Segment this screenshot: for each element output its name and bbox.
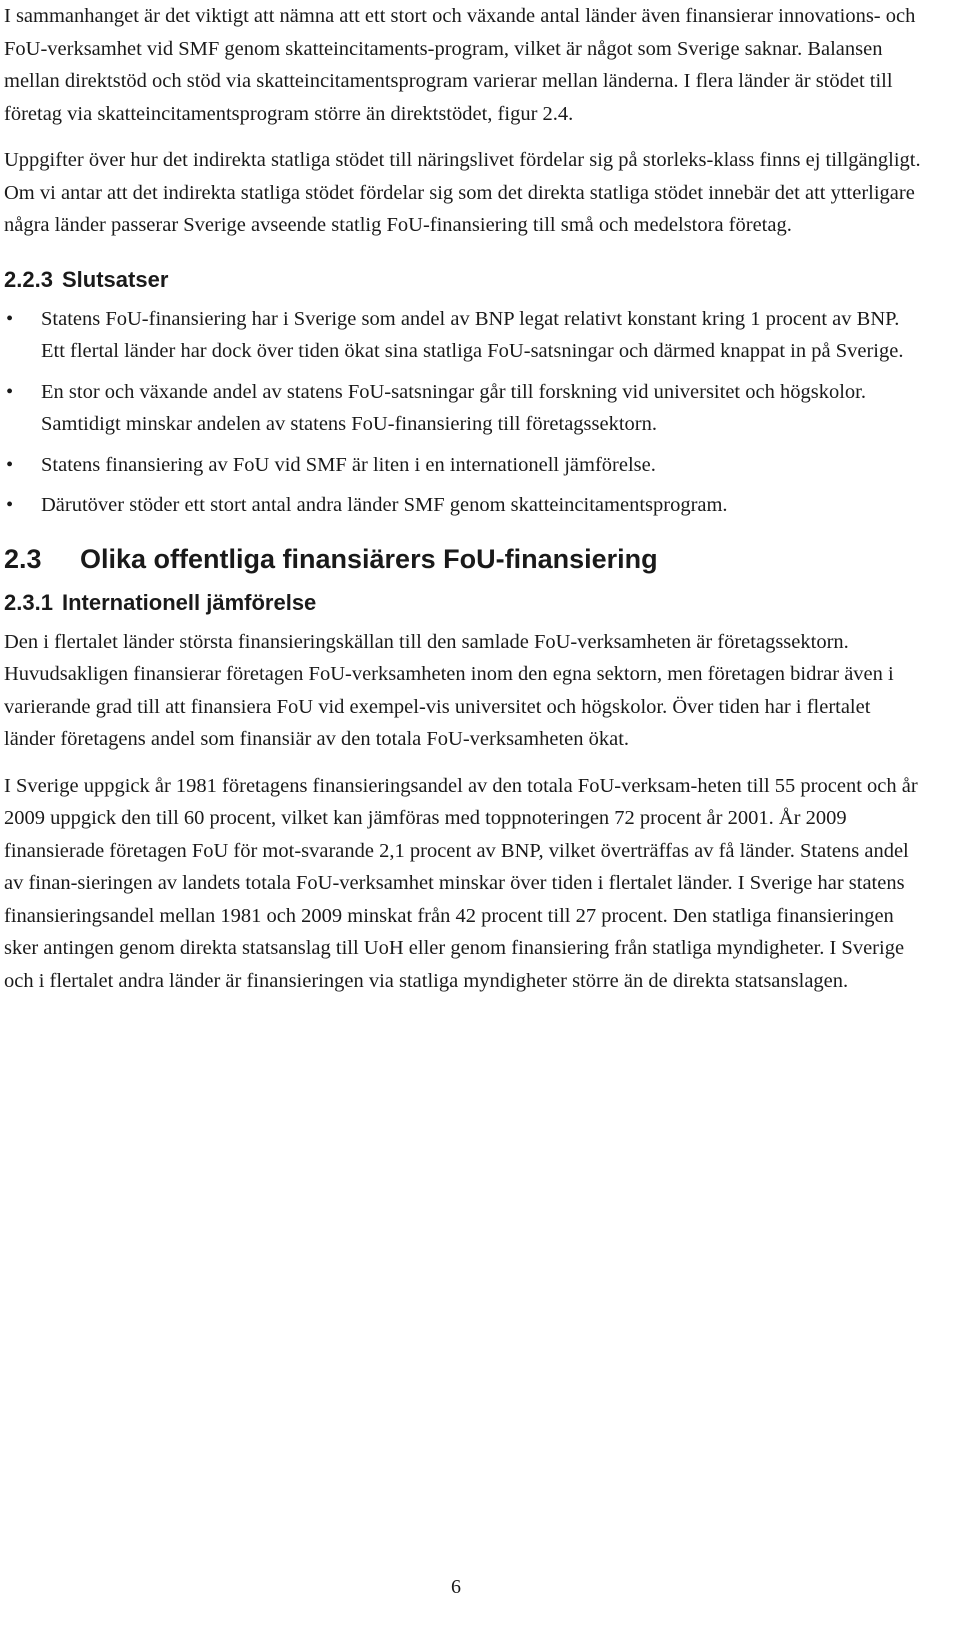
conclusions-list	[4, 303, 924, 522]
heading-number: 2.3.1	[4, 589, 53, 615]
list-item-text: Därutöver stöder ett stort antal andra länder SMF genom skatteincitamentsprogram.	[41, 494, 728, 516]
list-item	[4, 449, 924, 482]
bullet-icon: •	[6, 307, 14, 330]
heading-2-3	[4, 542, 924, 576]
list-item-text: En stor och växande andel av statens FoU-satsningar går till forskning vid universitet och högskolor. Samtidigt minskar andelen av statens FoU-finansiering till företagssektorn.	[41, 380, 866, 435]
page-number: 6	[451, 1576, 461, 1598]
list-item	[4, 489, 924, 522]
heading-title: Olika offentliga finansiärers FoU-finansiering	[80, 543, 658, 574]
list-item-text: Statens FoU-finansiering har i Sverige som andel av BNP legat relativt konstant kring 1 procent av BNP. Ett flertal länder har dock över tiden ökat sina statliga FoU-satsningar och därmed knappat in på Sverige.	[41, 307, 904, 362]
paragraph-finansieringskalla: Den i flertalet länder största finansieringskällan till den samlade FoU-verksamheten är företagssektorn. Huvudsakligen finansierar företagen FoU-verksamheten inom den egna sektorn, men företagen bidrar även i varierande grad till att finansiera FoU vid exempel-vis universitet och högskolor. Över tiden har i flertalet länder företagens andel som finansiär av den totala FoU-verksamheten ökat.	[4, 630, 894, 750]
heading-number: 2.3	[4, 543, 42, 574]
heading-2-3-1	[4, 588, 924, 618]
list-item	[4, 376, 924, 441]
list-item-text: Statens finansiering av FoU vid SMF är liten i en internationell jämförelse.	[41, 453, 656, 476]
heading-title: Slutsatser	[62, 266, 169, 292]
page-content	[4, 0, 924, 997]
bullet-icon: •	[6, 494, 14, 516]
bullet-icon: •	[6, 453, 14, 476]
heading-number: 2.2.3	[4, 266, 53, 292]
paragraph-skatteincitament: I sammanhanget är det viktigt att nämna att ett stort och växande antal länder även finansierar innovations- och FoU-verksamhet vid SMF genom skatteincitaments-program, vilket är något som Sverige saknar. Balansen mellan direktstöd och stöd via skatteincitamentsprogram varierar mellan länderna. I flera länder är stödet till företag via skatteincitamentsprogram större än direktstödet, figur 2.4.	[4, 5, 916, 125]
list-item	[4, 303, 924, 368]
paragraph-indirekt-stod: Uppgifter över hur det indirekta statliga stödet till näringslivet fördelar sig på storleks-klass finns ej tillgängligt. Om vi antar att det indirekta statliga stödet fördelar sig som det direkta statliga stödet innebär det att ytterligare några länder passerar Sverige avseende statlig FoU-finansiering till små och medelstora företag.	[4, 149, 921, 236]
heading-2-2-3	[4, 265, 924, 295]
heading-title: Internationell jämförelse	[62, 589, 317, 615]
bullet-icon: •	[6, 380, 14, 403]
paragraph-sverige-finansieringsandel: I Sverige uppgick år 1981 företagens finansieringsandel av den totala FoU-verksam-heten till 55 procent och år 2009 uppgick den till 60 procent, vilket kan jämföras med toppnoteringen 72 procent år 2001. År 2009 finansierade företagen FoU för mot-svarande 2,1 procent av BNP, vilket överträffas av få länder. Statens andel av finan-sieringen av landets totala FoU-verksamhet minskar över tiden i flertalet länder. I Sverige har statens finansieringsandel mellan 1981 och 2009 minskat från 42 procent till 27 procent. Den statliga finansieringen sker antingen genom direkta statsanslag till UoH eller genom finansiering från statliga myndigheter. I Sverige och i flertalet andra länder är finansieringen via statliga myndigheter större än de direkta statsanslagen.	[4, 774, 918, 992]
